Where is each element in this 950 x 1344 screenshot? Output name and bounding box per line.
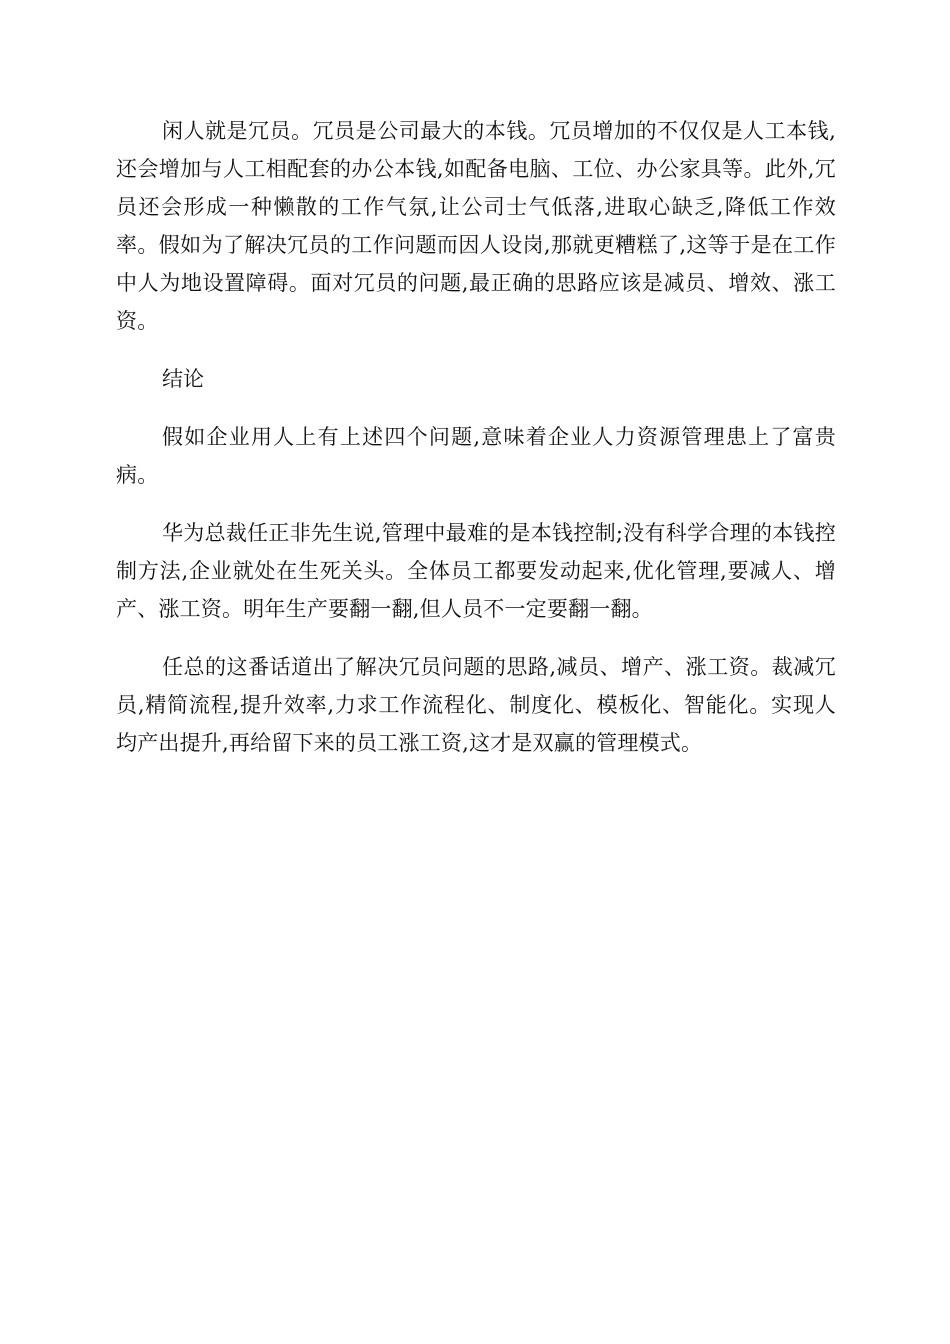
paragraph-conclusion-summary: 假如企业用人上有上述四个问题,意味着企业人力资源管理患上了富贵病。	[116, 425, 836, 487]
paragraph-huawei-quote: 华为总裁任正非先生说,管理中最难的是本钱控制;没有科学合理的本钱控制方法,企业就处在生死关头。全体员工都要发动起来,优化管理,要减人、增产、涨工资。明年生产要翻一翻,但人员不一定要翻一翻。	[116, 521, 836, 621]
paragraph-redundant-staff: 闲人就是冗员。冗员是公司最大的本钱。冗员增加的不仅仅是人工本钱,还会增加与人工相配套的办公本钱,如配备电脑、工位、办公家具等。此外,冗员还会形成一种懒散的工作气氛,让公司士气低落,进取心缺乏,降低工作效率。假如为了解决冗员的工作问题而因人设岗,那就更糟糕了,这等于是在工作中人为地设置障碍。面对冗员的问题,最正确的思路应该是减员、增效、涨工资。	[116, 119, 836, 333]
section-heading-conclusion: 结论	[162, 367, 204, 391]
paragraph-final-thoughts: 任总的这番话道出了解决冗员问题的思路,减员、增产、涨工资。裁减冗员,精简流程,提升效率,力求工作流程化、制度化、模板化、智能化。实现人均产出提升,再给留下来的员工涨工资,这才是双赢的管理模式。	[116, 655, 836, 755]
document-body	[116, 112, 836, 782]
